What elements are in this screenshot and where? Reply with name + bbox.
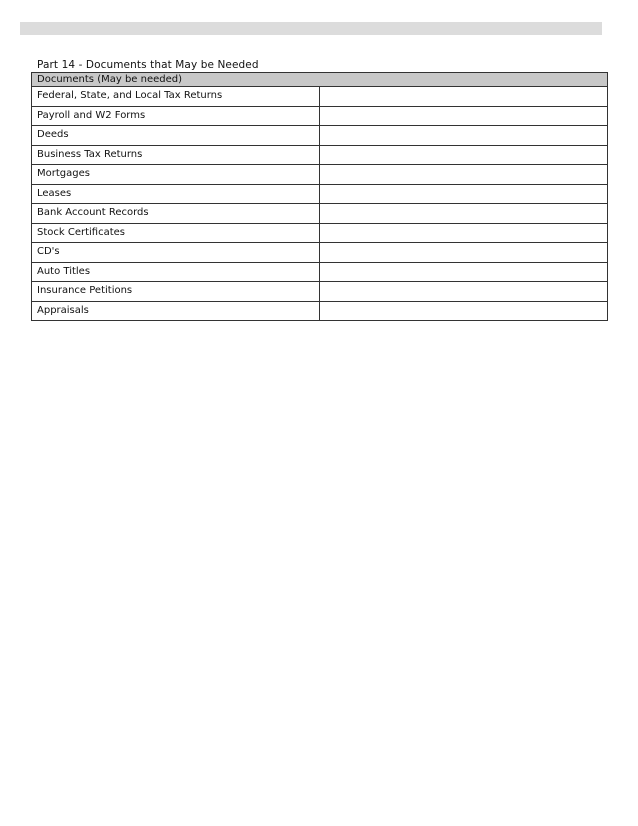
row-value-cell[interactable] — [320, 106, 608, 126]
row-label: Business Tax Returns — [32, 145, 320, 165]
row-label: Appraisals — [32, 301, 320, 321]
row-label: Payroll and W2 Forms — [32, 106, 320, 126]
row-value-cell[interactable] — [320, 243, 608, 263]
row-label: Mortgages — [32, 165, 320, 185]
row-value-cell[interactable] — [320, 262, 608, 282]
row-label: Bank Account Records — [32, 204, 320, 224]
row-label: CD's — [32, 243, 320, 263]
row-value-cell[interactable] — [320, 301, 608, 321]
table-header: Documents (May be needed) — [32, 73, 608, 87]
row-label: Stock Certificates — [32, 223, 320, 243]
row-label: Leases — [32, 184, 320, 204]
table-row — [32, 106, 608, 126]
row-label: Deeds — [32, 126, 320, 146]
top-divider-bar — [20, 22, 602, 35]
row-label: Insurance Petitions — [32, 282, 320, 302]
table-row — [32, 165, 608, 185]
row-value-cell[interactable] — [320, 184, 608, 204]
section-title: Part 14 - Documents that May be Needed — [37, 59, 259, 71]
table-row — [32, 126, 608, 146]
table-row — [32, 282, 608, 302]
row-value-cell[interactable] — [320, 204, 608, 224]
table-row — [32, 204, 608, 224]
row-value-cell[interactable] — [320, 126, 608, 146]
table-row — [32, 223, 608, 243]
table-header-row — [32, 73, 608, 87]
table-row — [32, 184, 608, 204]
row-value-cell[interactable] — [320, 87, 608, 107]
table-row — [32, 243, 608, 263]
documents-table — [31, 72, 608, 321]
row-value-cell[interactable] — [320, 165, 608, 185]
row-label: Auto Titles — [32, 262, 320, 282]
row-value-cell[interactable] — [320, 145, 608, 165]
row-value-cell[interactable] — [320, 223, 608, 243]
row-label: Federal, State, and Local Tax Returns — [32, 87, 320, 107]
table-row — [32, 262, 608, 282]
table-row — [32, 87, 608, 107]
row-value-cell[interactable] — [320, 282, 608, 302]
table-row — [32, 301, 608, 321]
table-row — [32, 145, 608, 165]
